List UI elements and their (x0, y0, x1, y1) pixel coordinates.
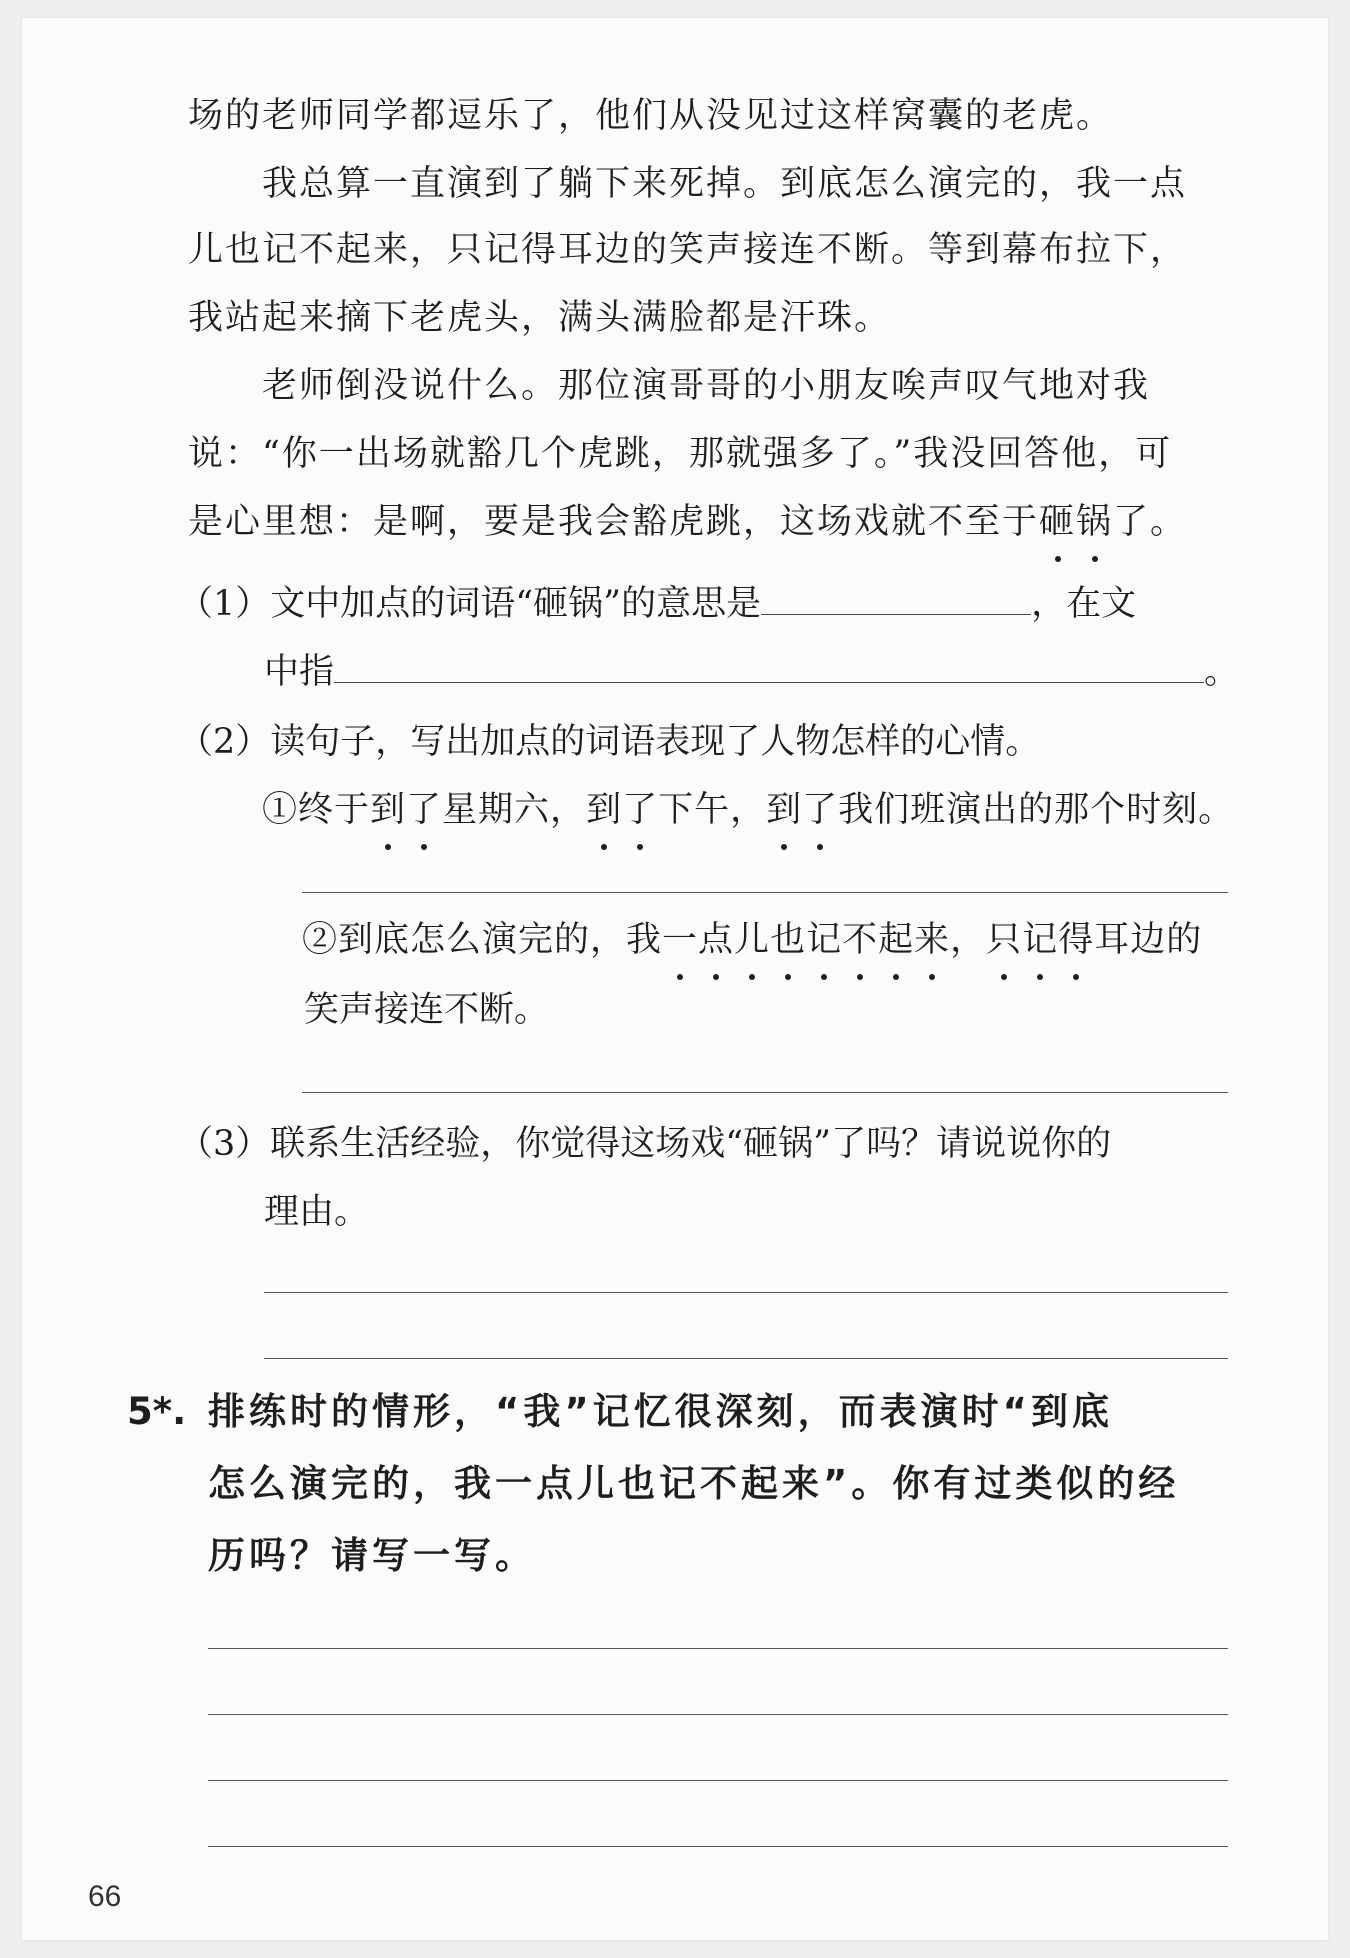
q1-label: （1） (178, 584, 271, 624)
q2-sentence-1 (262, 790, 1234, 830)
passage-text: 是心里想：是啊，要是我会豁虎跳，这场戏就不至于 (188, 502, 1040, 542)
emphasis-dot-char: 点 (698, 920, 735, 960)
q2-prompt (178, 722, 1040, 762)
emphasis-dot-char: 了 (802, 790, 839, 830)
emphasis-dot-char: 锅 (1076, 502, 1114, 542)
q3-answer-line-2[interactable] (264, 1358, 1228, 1359)
q2-text: 下午， (658, 790, 767, 830)
q1-text: 中指 (264, 652, 335, 692)
emphasis-dot-char: 到 (586, 790, 623, 830)
emphasis-dot-char: 砸 (1039, 502, 1077, 542)
emphasis-dot-char: 一 (662, 920, 699, 960)
passage-text: 了。 (1113, 502, 1188, 542)
q2-text: 耳边的 (1094, 920, 1203, 960)
passage-line-4: 我站起来摘下老虎头，满头满脸都是汗珠。 (188, 298, 892, 338)
emphasis-dot-char: 到 (766, 790, 803, 830)
q2-text: 读句子，写出加点的词语表现了人物怎样的心情。 (270, 722, 1041, 762)
passage-line-6: 说：“你一出场就豁几个虎跳，那就强多了。”我没回答他，可 (188, 434, 1173, 474)
q2-sentence-2-cont: 笑声接连不断。 (304, 990, 550, 1030)
q5-answer-line-4[interactable] (208, 1846, 1228, 1847)
q3-text: 联系生活经验，你觉得这场戏“砸锅”了吗？请说说你的 (270, 1124, 1112, 1164)
passage-line-3: 儿也记不起来，只记得耳边的笑声接连不断。等到幕布拉下， (188, 230, 1188, 270)
q5-answer-line-1[interactable] (208, 1648, 1228, 1649)
q5-line-3: 历吗？请写一写。 (208, 1534, 536, 1577)
q3-label: （3） (178, 1124, 271, 1164)
passage-line-5: 老师倒没说什么。那位演哥哥的小朋友唉声叹气地对我 (262, 366, 1151, 406)
q2-answer-line-1[interactable] (302, 892, 1228, 893)
q1-text: ，在文 (1031, 584, 1137, 624)
q1-text: 文中加点的词语“砸锅”的意思是 (270, 584, 762, 624)
q2-text: ①终于 (262, 790, 371, 830)
emphasis-dot-char: 到 (370, 790, 407, 830)
emphasis-dot-char: 记 (1022, 920, 1059, 960)
emphasis-dot-char: 也 (770, 920, 807, 960)
q2-label: （2） (178, 722, 271, 762)
emphasis-dot-char: 了 (622, 790, 659, 830)
q1-line-1 (178, 584, 1136, 624)
q2-text: 我们班演出的那个时刻。 (838, 790, 1235, 830)
passage-line-1: 场的老师同学都逗乐了，他们从没见过这样窝囊的老虎。 (188, 96, 1114, 136)
q3-prompt (178, 1124, 1111, 1164)
emphasis-dot-char: 得 (1058, 920, 1095, 960)
q5-line-1: 排练时的情形，“我”记忆很深刻，而表演时“到底 (208, 1390, 1113, 1433)
q2-text: ， (950, 920, 987, 960)
emphasis-dot-char: 儿 (734, 920, 771, 960)
q1-answer-blank-2[interactable] (334, 652, 1204, 683)
passage-line-2: 我总算一直演到了躺下来死掉。到底怎么演完的，我一点 (262, 164, 1188, 204)
emphasis-dot-char: 不 (842, 920, 879, 960)
q3-answer-line-1[interactable] (264, 1292, 1228, 1293)
q2-sentence-2 (302, 920, 1202, 960)
page-number: 66 (88, 1880, 122, 1913)
emphasis-dot-char: 记 (806, 920, 843, 960)
q5-line-2: 怎么演完的，我一点儿也记不起来”。你有过类似的经 (208, 1462, 1180, 1505)
q5-answer-line-2[interactable] (208, 1714, 1228, 1715)
q1-text: 。 (1204, 652, 1240, 692)
q1-answer-blank-1[interactable] (761, 584, 1031, 615)
q2-text: 星期六， (442, 790, 587, 830)
q5-number: 5*. (127, 1390, 187, 1433)
passage-line-7 (188, 502, 1228, 542)
emphasis-dot-char: 来 (914, 920, 951, 960)
q5-answer-line-3[interactable] (208, 1780, 1228, 1781)
q1-line-2 (264, 652, 1239, 692)
emphasis-dot-char: 只 (986, 920, 1023, 960)
q3-prompt-cont: 理由。 (264, 1192, 370, 1232)
q2-text: ②到底怎么演完的，我 (302, 920, 663, 960)
emphasis-dot-char: 了 (406, 790, 443, 830)
q2-answer-line-2[interactable] (302, 1092, 1228, 1093)
emphasis-dot-char: 起 (878, 920, 915, 960)
